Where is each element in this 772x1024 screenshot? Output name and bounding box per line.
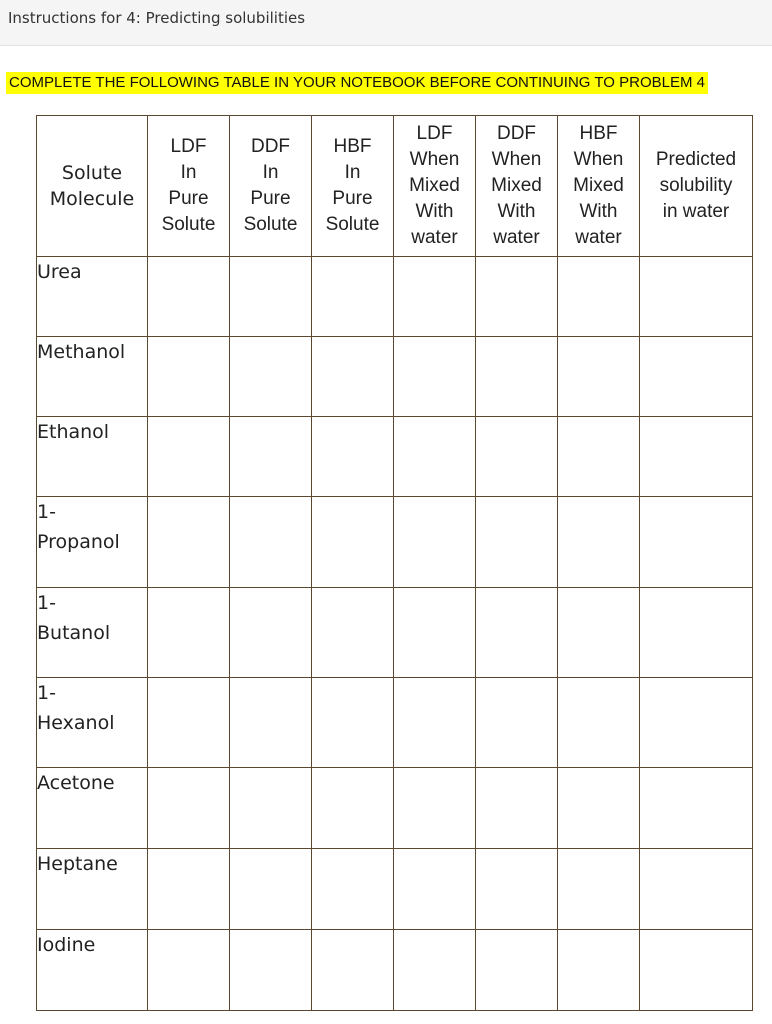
empty-answer-cell <box>640 678 753 768</box>
column-header-line: water <box>411 227 458 248</box>
solute-name-line: 1- <box>37 592 56 614</box>
column-header-line: HBF <box>333 136 372 157</box>
column-header-line: In <box>262 162 279 183</box>
column-header-line: Mixed <box>491 175 542 196</box>
solute-name-cell <box>37 257 148 337</box>
column-header-line: With <box>497 201 536 222</box>
column-header-line: When <box>491 149 542 170</box>
empty-answer-cell <box>558 588 640 678</box>
table-row <box>37 588 753 678</box>
empty-answer-cell <box>230 417 312 497</box>
empty-answer-cell <box>476 588 558 678</box>
column-header-line: In <box>344 162 361 183</box>
empty-answer-cell <box>230 768 312 849</box>
solute-name-cell <box>37 417 148 497</box>
empty-answer-cell <box>476 678 558 768</box>
solute-name-cell <box>37 497 148 588</box>
column-header-line: Pure <box>250 188 291 209</box>
empty-answer-cell <box>312 588 394 678</box>
solute-name-line: Methanol <box>37 341 126 363</box>
column-header-line: water <box>575 227 622 248</box>
empty-answer-cell <box>640 768 753 849</box>
empty-answer-cell <box>230 497 312 588</box>
empty-answer-cell <box>640 417 753 497</box>
empty-answer-cell <box>230 678 312 768</box>
column-header-line: When <box>409 149 460 170</box>
column-header <box>148 116 230 257</box>
empty-answer-cell <box>558 337 640 417</box>
empty-answer-cell <box>148 257 230 337</box>
empty-answer-cell <box>558 849 640 930</box>
column-header-line: HBF <box>579 123 618 144</box>
solute-name-line: Hexanol <box>37 712 115 734</box>
empty-answer-cell <box>558 768 640 849</box>
column-header <box>558 116 640 257</box>
column-header-line: In <box>180 162 197 183</box>
empty-answer-cell <box>394 930 476 1011</box>
table-row <box>37 257 753 337</box>
empty-answer-cell <box>394 497 476 588</box>
column-header-line: With <box>579 201 618 222</box>
empty-answer-cell <box>640 588 753 678</box>
solute-name-line: 1- <box>37 501 56 523</box>
empty-answer-cell <box>476 417 558 497</box>
empty-answer-cell <box>394 678 476 768</box>
empty-answer-cell <box>394 257 476 337</box>
solute-name-line: Acetone <box>37 772 115 794</box>
empty-answer-cell <box>148 417 230 497</box>
empty-answer-cell <box>312 417 394 497</box>
empty-answer-cell <box>148 768 230 849</box>
empty-answer-cell <box>640 930 753 1011</box>
column-header-line: DDF <box>250 136 291 157</box>
empty-answer-cell <box>312 678 394 768</box>
empty-answer-cell <box>148 337 230 417</box>
instructions-title: Instructions for 4: Predicting solubilities <box>8 9 306 27</box>
empty-answer-cell <box>476 497 558 588</box>
solute-name-line: Heptane <box>37 853 118 875</box>
column-header-line: Pure <box>168 188 209 209</box>
empty-answer-cell <box>312 337 394 417</box>
solute-name-line: Iodine <box>37 934 96 956</box>
empty-answer-cell <box>312 849 394 930</box>
instruction-banner: COMPLETE THE FOLLOWING TABLE IN YOUR NOTEBOOK BEFORE CONTINUING TO PROBLEM 4 <box>6 72 708 94</box>
column-header-line: Mixed <box>409 175 460 196</box>
empty-answer-cell <box>312 257 394 337</box>
column-header <box>640 116 753 257</box>
empty-answer-cell <box>312 497 394 588</box>
empty-answer-cell <box>558 930 640 1011</box>
column-header-line: solubility <box>659 175 733 196</box>
empty-answer-cell <box>394 768 476 849</box>
empty-answer-cell <box>476 849 558 930</box>
empty-answer-cell <box>230 257 312 337</box>
empty-answer-cell <box>230 849 312 930</box>
instructions-header <box>0 0 772 46</box>
empty-answer-cell <box>558 257 640 337</box>
column-header-line: Solute <box>243 214 298 235</box>
empty-answer-cell <box>476 337 558 417</box>
column-header <box>476 116 558 257</box>
column-header-line: Solute <box>325 214 380 235</box>
table-row <box>37 417 753 497</box>
solute-name-line: Propanol <box>37 531 120 553</box>
column-header-line: DDF <box>496 123 537 144</box>
empty-answer-cell <box>558 497 640 588</box>
column-header-line: Molecule <box>49 188 135 210</box>
empty-answer-cell <box>312 768 394 849</box>
empty-answer-cell <box>148 849 230 930</box>
empty-answer-cell <box>558 678 640 768</box>
column-header-line: When <box>573 149 624 170</box>
column-header-line: in water <box>662 201 730 222</box>
column-header-line: Pure <box>332 188 373 209</box>
empty-answer-cell <box>148 497 230 588</box>
empty-answer-cell <box>230 337 312 417</box>
table-row <box>37 337 753 417</box>
solute-name-line: Butanol <box>37 622 111 644</box>
column-header-line: water <box>493 227 540 248</box>
empty-answer-cell <box>394 588 476 678</box>
table-row <box>37 497 753 588</box>
column-header <box>37 116 148 257</box>
solute-name-cell <box>37 337 148 417</box>
solute-name-cell <box>37 588 148 678</box>
column-header <box>230 116 312 257</box>
empty-answer-cell <box>394 337 476 417</box>
solute-name-line: Ethanol <box>37 421 110 443</box>
empty-answer-cell <box>394 849 476 930</box>
table-row <box>37 768 753 849</box>
empty-answer-cell <box>640 497 753 588</box>
column-header-line: LDF <box>170 136 207 157</box>
solute-name-cell <box>37 768 148 849</box>
solute-name-cell <box>37 678 148 768</box>
solute-name-line: Urea <box>37 261 82 283</box>
column-header-line: Solute <box>61 162 123 184</box>
empty-answer-cell <box>476 768 558 849</box>
empty-answer-cell <box>394 417 476 497</box>
column-header-line: Predicted <box>655 149 737 170</box>
empty-answer-cell <box>476 930 558 1011</box>
column-header-line: Solute <box>161 214 216 235</box>
column-header <box>312 116 394 257</box>
column-header-line: With <box>415 201 454 222</box>
solute-name-line: 1- <box>37 682 56 704</box>
empty-answer-cell <box>312 930 394 1011</box>
empty-answer-cell <box>148 678 230 768</box>
solute-name-cell <box>37 930 148 1011</box>
empty-answer-cell <box>640 257 753 337</box>
empty-answer-cell <box>230 588 312 678</box>
empty-answer-cell <box>148 588 230 678</box>
table-header-row <box>37 116 753 257</box>
empty-answer-cell <box>558 417 640 497</box>
empty-answer-cell <box>640 337 753 417</box>
solubility-table <box>36 115 753 1011</box>
empty-answer-cell <box>640 849 753 930</box>
empty-answer-cell <box>230 930 312 1011</box>
column-header-line: LDF <box>416 123 453 144</box>
empty-answer-cell <box>148 930 230 1011</box>
column-header <box>394 116 476 257</box>
solute-name-cell <box>37 849 148 930</box>
empty-answer-cell <box>476 257 558 337</box>
table-row <box>37 930 753 1011</box>
table-row <box>37 849 753 930</box>
table-row <box>37 678 753 768</box>
column-header-line: Mixed <box>573 175 624 196</box>
